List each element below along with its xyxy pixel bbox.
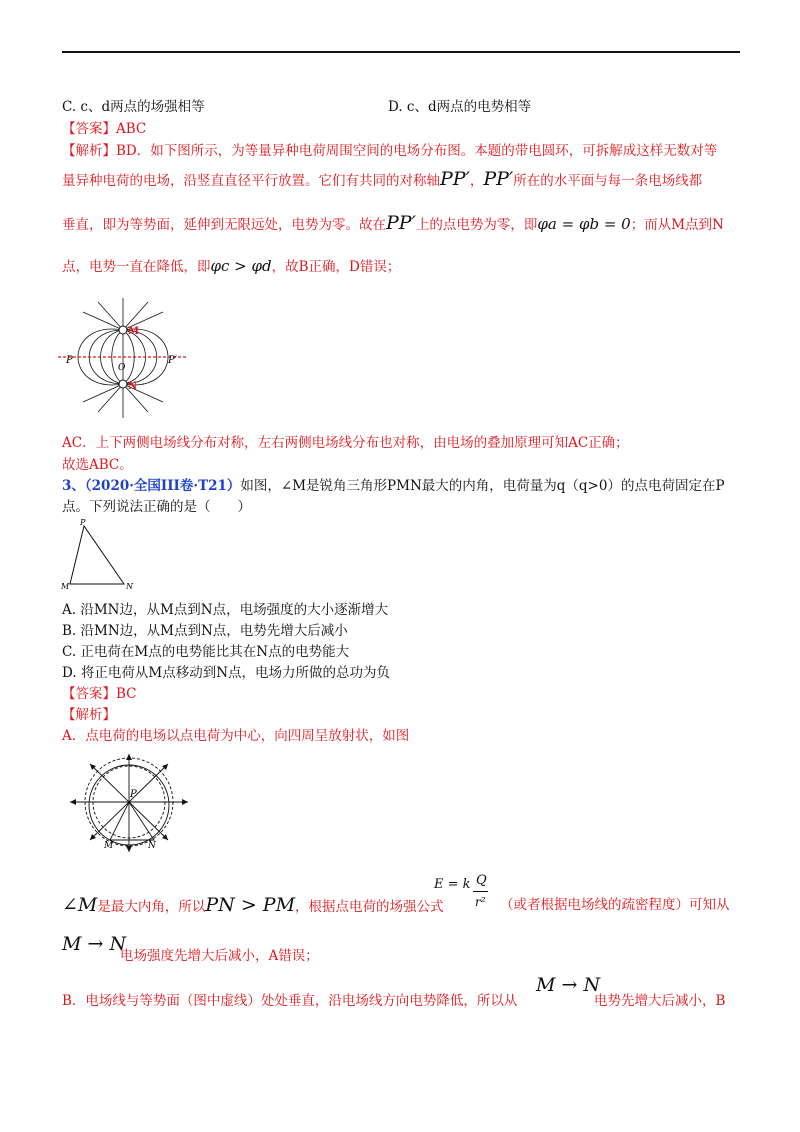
fig3-label-n: N (148, 841, 156, 851)
analysis-3-heading: 【解析】 (62, 707, 116, 723)
formula-q: Q (476, 873, 487, 888)
dipole-field-figure (58, 290, 188, 424)
question-3-line1: 3、（2020·全国III卷·T21）如图，∠M是锐角三角形PMN最大的内角，电荷量为q（q>0）的点电荷固定在P (62, 478, 725, 494)
analysis-3-line-end: （或者根据电场线的疏密程度）可知从 (500, 897, 730, 913)
answer-3: 【答案】BC (62, 686, 137, 702)
fig1-label-m: M (128, 326, 140, 337)
fig1-label-p2: P′ (168, 355, 177, 366)
analysis-1-line3: 垂直，即为等势面，延伸到无限远处，电势为零。故在PP′上的点电势为零，即φa = φb = 0；而从M点到N (62, 212, 724, 234)
analysis-1-choose: 故选ABC。 (62, 457, 133, 473)
radial-field-figure (66, 752, 192, 856)
answer-1: 【答案】ABC (62, 121, 147, 137)
analysis-1-line4: 点，电势一直在降低，即φc > φd，故B正确，D错误； (62, 257, 401, 275)
question-3-line2: 点。下列说法正确的是（ ） (62, 499, 251, 515)
formula-r: r² (475, 895, 486, 909)
analysis-3-b: B．电场线与等势面（图中虚线）处处垂直，沿电场线方向电势降低，所以从 (62, 993, 518, 1009)
analysis-3-a: A．点电荷的电场以点电荷为中心，向四周呈放射状，如图 (62, 728, 410, 744)
fig2-label-m: M (61, 582, 70, 591)
fig1-label-o: O (118, 363, 126, 373)
formula-e-lhs: E = k (434, 877, 471, 892)
fig1-label-n: N (128, 381, 138, 392)
header-rule (62, 51, 740, 53)
analysis-1-line2: 量异种电荷的电场，沿竖直直径平行放置。它们有共同的对称轴PP′，PP′所在的水平面与每一条电场线都 (62, 168, 703, 190)
fig1-label-p: P (66, 355, 73, 366)
formula-fraction-bar (473, 891, 488, 892)
m-to-n-2: M → N (536, 974, 601, 996)
triangle-pmn-figure (60, 518, 140, 592)
fig3-label-m: M (104, 841, 114, 851)
option-b: B. 沿MN边，从M点到N点，电势先增大后减小 (62, 623, 348, 639)
option-c: C. 正电荷在M点的电势能比其在N点的电势能大 (62, 644, 350, 660)
analysis-3-field-text: 电场强度先增大后减小，A错误； (120, 948, 319, 964)
option-d: D. 将正电荷从M点移动到N点，电场力所做的总功为负 (62, 665, 391, 681)
option-c-prev: C. c、d两点的场强相等 (62, 99, 205, 115)
fig2-label-n: N (126, 582, 133, 591)
fig3-label-p: P (130, 789, 137, 800)
analysis-1-line1: 【解析】BD．如下图所示，为等量异种电荷周围空间的电场分布图。本题的带电圆环，可拆解成这样无数对等 (62, 143, 718, 159)
analysis-3-max-angle: ∠M是最大内角，所以PN > PM，根据点电荷的场强公式 (62, 894, 444, 916)
m-to-n-1: M → N (62, 933, 127, 955)
analysis-3-b-end: 电势先增大后减小，B (594, 993, 726, 1009)
fig2-label-p: P (80, 518, 86, 527)
option-d-prev: D. c、d两点的电势相等 (388, 99, 532, 115)
option-a: A. 沿MN边，从M点到N点，电场强度的大小逐渐增大 (62, 602, 389, 618)
analysis-1-ac: AC．上下两侧电场线分布对称，左右两侧电场线分布也对称，由电场的叠加原理可知AC正确； (62, 435, 629, 451)
